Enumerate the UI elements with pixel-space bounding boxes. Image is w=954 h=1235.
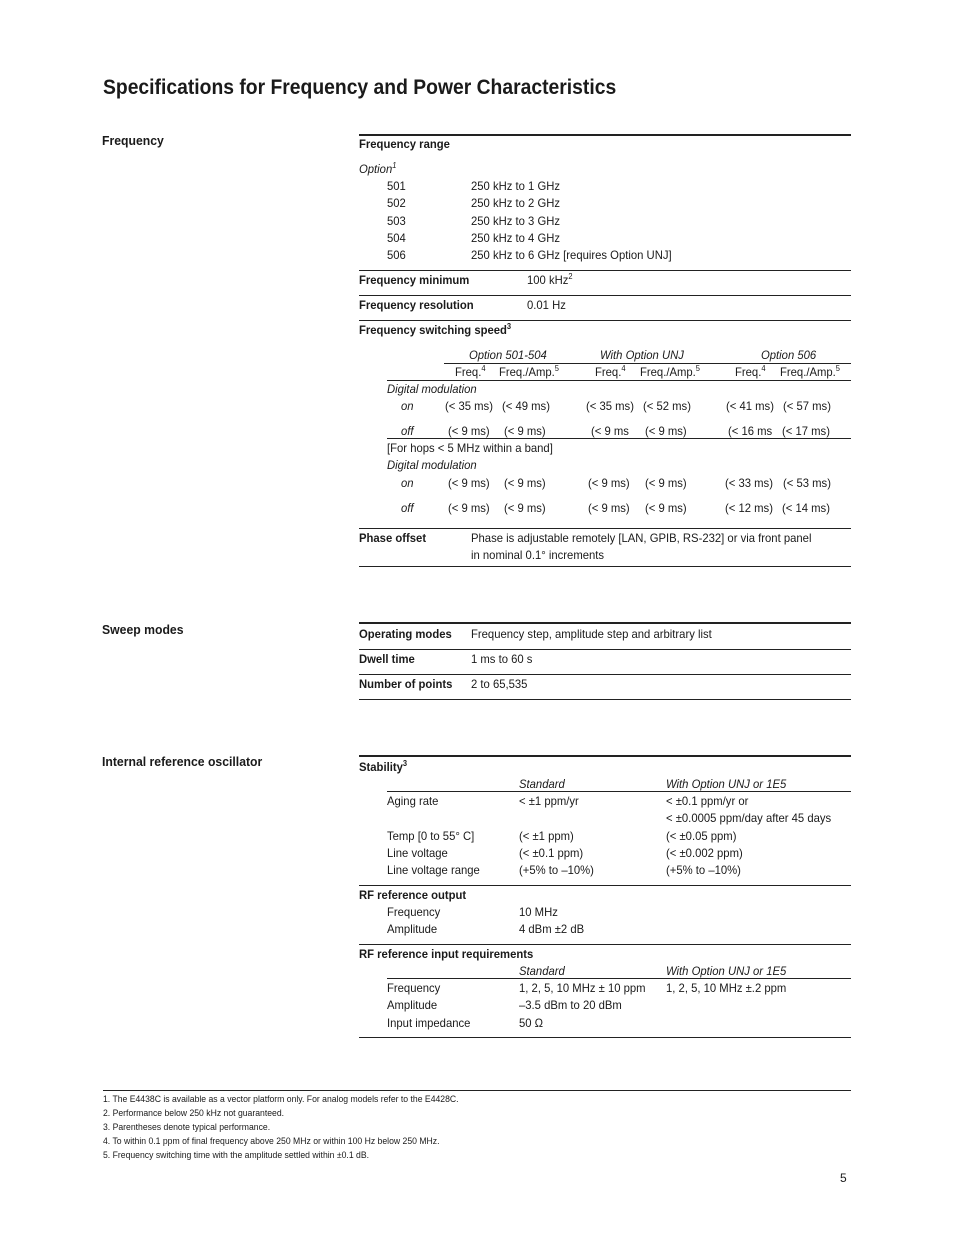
table-rule: [387, 438, 851, 439]
speed-value: (< 9 ms): [645, 424, 687, 438]
table-rule: [359, 1037, 851, 1038]
column-header-freq: Freq.$^4$: [595, 364, 626, 379]
line-voltage-label: Line voltage: [387, 846, 448, 860]
footnote: 4. To within 0.1 ppm of final frequency above 250 MHz or within 100 Hz below 250 MHz.: [103, 1136, 440, 1146]
phase-offset-label: Phase offset: [359, 531, 427, 545]
operating-modes-label: Operating modes: [359, 627, 452, 641]
stability-label: Stability$^3$: [359, 759, 408, 774]
line-voltage-range-standard: (+5% to –10%): [519, 863, 594, 877]
rf-output-amplitude-value: 4 dBm ±2 dB: [519, 922, 585, 936]
frequency-minimum-label: Frequency minimum: [359, 273, 470, 287]
phase-offset-value: in nominal 0.1° increments: [471, 548, 605, 562]
column-header-freq-amp: Freq./Amp.$^5$: [499, 364, 559, 379]
speed-value: (< 9 ms): [588, 501, 630, 515]
table-rule: [387, 978, 851, 979]
option-code: 504: [387, 231, 406, 245]
speed-value: (< 9 ms: [591, 424, 629, 438]
table-rule: [359, 295, 851, 296]
operating-modes-value: Frequency step, amplitude step and arbitrary list: [471, 627, 712, 641]
table-rule: [359, 528, 851, 529]
rf-reference-input-heading: RF reference input requirements: [359, 947, 534, 961]
frequency-minimum-value: 100 kHz$^2$: [527, 272, 573, 287]
group-header: Option 506: [761, 348, 817, 362]
page-title: Specifications for Frequency and Power Characteristics: [103, 76, 617, 99]
speed-value: (< 41 ms): [726, 399, 774, 413]
table-rule: [359, 755, 851, 757]
digital-modulation-label: Digital modulation: [387, 458, 477, 472]
rf-output-amplitude-label: Amplitude: [387, 922, 438, 936]
section-label-frequency: Frequency: [102, 133, 164, 148]
option-code: 503: [387, 214, 406, 228]
speed-value: (< 9 ms): [504, 476, 546, 490]
section-label-sweep-modes: Sweep modes: [102, 622, 184, 637]
speed-value: (< 57 ms): [783, 399, 831, 413]
option-label: Option$^1$: [359, 161, 397, 176]
table-rule: [444, 363, 851, 364]
table-rule: [359, 622, 851, 624]
speed-value: (< 9 ms): [448, 424, 490, 438]
rf-input-frequency-label: Frequency: [387, 981, 441, 995]
speed-value: (< 9 ms): [645, 501, 687, 515]
speed-value: (< 53 ms): [783, 476, 831, 490]
row-label-on: on: [401, 476, 414, 490]
row-label-off: off: [401, 501, 414, 515]
switching-speed-label: Frequency switching speed$^3$: [359, 322, 512, 337]
table-rule: [359, 699, 851, 700]
aging-rate-unj: < ±0.1 ppm/yr or: [666, 794, 749, 808]
footnote: 5. Frequency switching time with the amplitude settled within ±0.1 dB.: [103, 1150, 369, 1160]
table-rule: [359, 320, 851, 321]
frequency-range-heading: Frequency range: [359, 137, 450, 151]
speed-value: (< 49 ms): [502, 399, 550, 413]
line-voltage-range-label: Line voltage range: [387, 863, 480, 877]
table-rule: [359, 674, 851, 675]
speed-value: (< 9 ms): [448, 476, 490, 490]
line-voltage-standard: (< ±0.1 ppm): [519, 846, 584, 860]
page-number: 5: [840, 1171, 847, 1185]
footnote: 3. Parentheses denote typical performance.: [103, 1122, 271, 1132]
aging-rate-label: Aging rate: [387, 794, 439, 808]
table-rule: [359, 566, 851, 567]
option-range: 250 kHz to 1 GHz: [471, 179, 561, 193]
speed-value: (< 9 ms): [645, 476, 687, 490]
rf-input-impedance-label: Input impedance: [387, 1016, 471, 1030]
aging-rate-unj: < ±0.0005 ppm/day after 45 days: [666, 811, 832, 825]
option-code: 506: [387, 248, 406, 262]
line-voltage-range-unj: (+5% to –10%): [666, 863, 741, 877]
speed-value: (< 17 ms): [782, 424, 830, 438]
speed-value: (< 16 ms: [728, 424, 773, 438]
footnote: 1. The E4438C is available as a vector platform only. For analog models refer to the E4428C.: [103, 1094, 459, 1104]
footnote-divider: [103, 1090, 851, 1091]
rf-output-frequency-value: 10 MHz: [519, 905, 558, 919]
table-rule: [359, 885, 851, 886]
column-header-unj: With Option UNJ or 1E5: [666, 964, 787, 978]
table-rule: [387, 791, 851, 792]
speed-value: (< 9 ms): [504, 424, 546, 438]
temp-label: Temp [0 to 55° C]: [387, 829, 475, 843]
group-header: With Option UNJ: [600, 348, 684, 362]
speed-value: (< 33 ms): [725, 476, 773, 490]
temp-unj: (< ±0.05 ppm): [666, 829, 737, 843]
rf-input-frequency-standard: 1, 2, 5, 10 MHz ± 10 ppm: [519, 981, 646, 995]
column-header-standard: Standard: [519, 777, 565, 791]
rf-reference-output-heading: RF reference output: [359, 888, 467, 902]
temp-standard: (< ±1 ppm): [519, 829, 574, 843]
footnote: 2. Performance below 250 kHz not guaranteed.: [103, 1108, 285, 1118]
speed-value: (< 14 ms): [782, 501, 830, 515]
option-code: 502: [387, 196, 406, 210]
column-header-unj: With Option UNJ or 1E5: [666, 777, 787, 791]
rf-output-frequency-label: Frequency: [387, 905, 441, 919]
table-rule: [387, 380, 851, 381]
speed-value: (< 9 ms): [448, 501, 490, 515]
rf-input-amplitude-standard: –3.5 dBm to 20 dBm: [519, 998, 622, 1012]
table-rule: [359, 270, 851, 271]
option-range: 250 kHz to 6 GHz [requires Option UNJ]: [471, 248, 672, 262]
table-rule: [359, 649, 851, 650]
table-rule: [359, 134, 851, 136]
row-label-off: off: [401, 424, 414, 438]
group-header: Option 501-504: [469, 348, 547, 362]
column-header-standard: Standard: [519, 964, 565, 978]
speed-value: (< 9 ms): [588, 476, 630, 490]
frequency-resolution-value: 0.01 Hz: [527, 298, 566, 312]
option-range: 250 kHz to 2 GHz: [471, 196, 561, 210]
line-voltage-unj: (< ±0.002 ppm): [666, 846, 743, 860]
section-label-internal-reference-oscillator: Internal reference oscillator: [102, 754, 263, 769]
rf-input-frequency-unj: 1, 2, 5, 10 MHz ±.2 ppm: [666, 981, 787, 995]
number-of-points-label: Number of points: [359, 677, 453, 691]
table-rule: [359, 944, 851, 945]
column-header-freq: Freq.$^4$: [455, 364, 486, 379]
option-code: 501: [387, 179, 406, 193]
digital-modulation-label: Digital modulation: [387, 382, 477, 396]
speed-value: (< 35 ms): [586, 399, 634, 413]
rf-input-impedance-standard: 50 Ω: [519, 1016, 544, 1030]
option-range: 250 kHz to 3 GHz: [471, 214, 561, 228]
number-of-points-value: 2 to 65,535: [471, 677, 528, 691]
speed-value: (< 12 ms): [725, 501, 773, 515]
option-range: 250 kHz to 4 GHz: [471, 231, 561, 245]
aging-rate-standard: < ±1 ppm/yr: [519, 794, 579, 808]
column-header-freq-amp: Freq./Amp.$^5$: [780, 364, 840, 379]
rf-input-amplitude-label: Amplitude: [387, 998, 438, 1012]
dwell-time-label: Dwell time: [359, 652, 415, 666]
dwell-time-value: 1 ms to 60 s: [471, 652, 533, 666]
frequency-resolution-label: Frequency resolution: [359, 298, 474, 312]
hops-note: [For hops < 5 MHz within a band]: [387, 441, 553, 455]
phase-offset-value: Phase is adjustable remotely [LAN, GPIB, RS-232] or via front panel: [471, 531, 812, 545]
row-label-on: on: [401, 399, 414, 413]
speed-value: (< 9 ms): [504, 501, 546, 515]
speed-value: (< 35 ms): [445, 399, 493, 413]
column-header-freq-amp: Freq./Amp.$^5$: [640, 364, 700, 379]
column-header-freq: Freq.$^4$: [735, 364, 766, 379]
speed-value: (< 52 ms): [643, 399, 691, 413]
